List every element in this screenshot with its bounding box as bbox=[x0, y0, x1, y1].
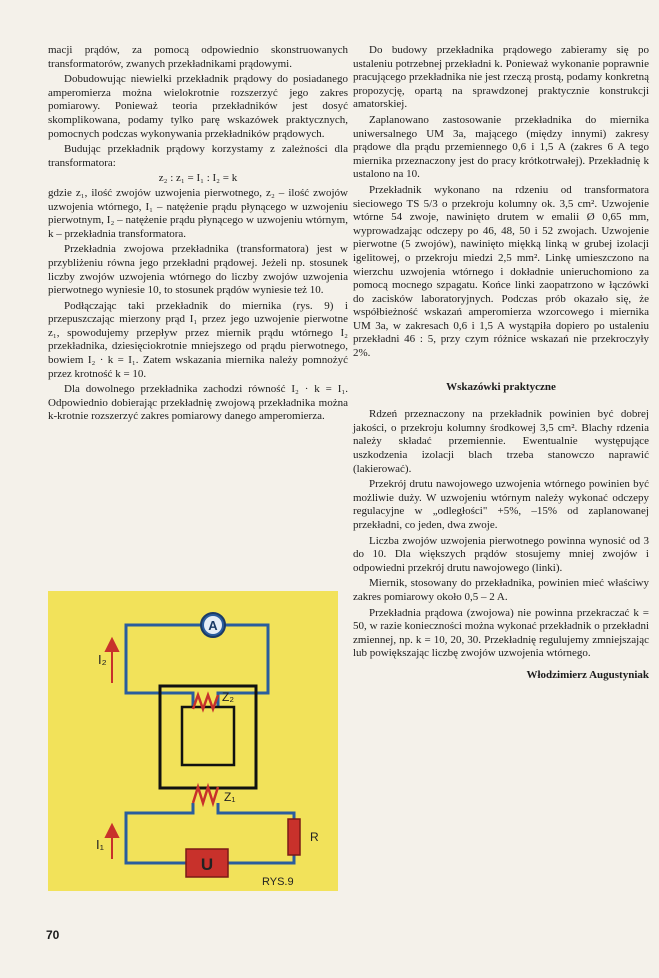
resistor-label: R bbox=[310, 830, 319, 844]
paragraph: Do budowy przekładnika prądowego zabieramy się po ustaleniu potrzebnej przekładni k. Ponieważ wykonanie poprawnie pracującego przekładnika nie jest rzeczą prostą, podamy konkretną propozycję, opartą na sprawdzonej praktycznie konstrukcji amatorskiej. bbox=[353, 44, 649, 111]
paragraph: macji prądów, za pomocą odpowiednio skonstruowanych transformatorów, zwanych przekładnikami prądowymi. bbox=[48, 44, 348, 70]
left-column bbox=[48, 44, 348, 426]
paragraph: Zaplanowano zastosowanie przekładnika do miernika uniwersalnego UM 3a, mającego (między innymi) zakresy prądowe dla prądu przemiennego 0,6 i 1,5 A (zakres 6 A tego miernika przeznaczony jest do pracy krótkotrwałej). Przekładnię k ustalono na 10. bbox=[353, 113, 649, 181]
page-number: 70 bbox=[46, 928, 60, 942]
z1-label: Z₁ bbox=[224, 790, 236, 804]
ammeter-label: A bbox=[208, 618, 218, 633]
paragraph: Budując przekładnik prądowy korzystamy z zależności dla transformatora: bbox=[48, 143, 348, 169]
paragraph: Przekładnia zwojowa przekładnika (transformatora) jest w przybliżeniu równa jego przekładni prądowej. Jeżeli np. stosunek liczby zwojów uzwojenia wtórnego do liczby zwojów uzwojenia pierwotnego wyniesie 10, to stosunek prądów wyniesie też 10. bbox=[48, 243, 348, 297]
author-signature: Włodzimierz Augustyniak bbox=[526, 668, 649, 681]
core-window bbox=[182, 707, 234, 765]
right-column bbox=[353, 44, 649, 683]
paragraph: Przekrój drutu nawojowego uzwojenia wtórnego powinien być możliwie duży. W uzwojeniu wtórnym należy wykonać odczepy regulacyjne w „odległości" +5%, –15% od zaplanowanej przekładni, co jeden, dwa zwoje. bbox=[353, 478, 649, 531]
paragraph: gdzie z₁, ilość zwojów uzwojenia pierwotnego, z₂ – ilość zwojów uzwojenia wtórnego, I₁ – natężenie prądu płynącego w uzwojeniu pierwotnym, I₂ – natężenie prądu płynącego w uzwojeniu wtórnym, k – przekładnia transformatora. bbox=[48, 186, 348, 240]
paragraph: Przekładnia prądowa (zwojowa) nie powinna przekraczać k = 50, w razie konieczności można wykonać przekładnik o przekładni zmiennej, np. k = 10, 20, 30. Przekładnię regulujemy zmniejszając lub powiększając liczbę zwojów uzwojenia wtórnego. bbox=[353, 606, 649, 660]
figure-caption: RYS.9 bbox=[262, 876, 294, 888]
resistor-icon bbox=[288, 819, 300, 855]
paragraph: Dobudowując niewielki przekładnik prądowy do posiadanego amperomierza można wielokrotnie rozszerzyć jego zakres pomiarowy. Ponieważ teoria przekładników jest dosyć skomplikowana, podamy tylko parę wskazówek praktycznych, pomocnych podczas wykonywania przekładników prądowych. bbox=[48, 73, 348, 140]
paragraph: Rdzeń przeznaczony na przekładnik powinien być dobrej jakości, o przekroju kolumny środkowej 3,5 cm². Blachy rdzenia należy składać przemiennie. Ewentualnie występujące uszkodzenia izolacji blach trzeba stanowczo naprawić (lakierować). bbox=[353, 408, 649, 475]
z2-label: Z₂ bbox=[222, 690, 234, 704]
figure-rys9 bbox=[48, 591, 338, 891]
voltage-source-label: U bbox=[200, 855, 214, 874]
arrow-up-icon bbox=[106, 639, 118, 651]
formula: z₂ : z₁ = I₁ : I₂ = k bbox=[158, 172, 238, 185]
i2-label: I₂ bbox=[98, 652, 107, 667]
i1-label: I₁ bbox=[96, 837, 104, 852]
paragraph: Przekładnik wykonano na rdzeniu od transformatora sieciowego TS 5/3 o przekroju kolumny ok. 3,5 cm². Uzwojenie wtórne 54 zwoje, nawinięto drutem w emalii Ø 0,65 mm, wyprowadzając odczepy po 46, 48, 50 i 52 zwojach. Uzwojenie pierwotne (5 zwojów), nawinięto miękką linką w grubej izolacji igelitowej, o przekroju miedzi 2,5 mm². Linkę umieszczono na wierzchu uzwojenia wtórnego i dokładnie unieruchomiono za pomocą mocnego szpagatu. Końce linki zaopatrzono w łączówki do zacisków laboratoryjnych. Podczas prób okazało się, że współbieżność wskazań amperomierza wzorcowego i miernika UM 3a, w zakresach 0,6 i 1,5 A wystąpiła dopiero po ustaleniu przekładni 46 : 5, przy czym różnice wskazań nie przekroczyły 2%. bbox=[353, 183, 649, 360]
section-heading: Wskazówki praktyczne bbox=[446, 380, 556, 393]
paragraph: Miernik, stosowany do przekładnika, powinien mieć właściwy zakres pomiarowy około 0,5 – 2 A. bbox=[353, 577, 649, 603]
paragraph: Dla dowolnego przekładnika zachodzi równość I₂ · k = I₁. Odpowiednio dobierając przekładnię zwojową przekładnika można k-krotnie rozszerzyć zakres pomiarowy danego amperomierza. bbox=[48, 383, 348, 423]
arrow-up-icon bbox=[106, 825, 118, 837]
circuit-diagram bbox=[48, 591, 338, 891]
current-arrows bbox=[106, 639, 118, 859]
paragraph: Podłączając taki przekładnik do miernika (rys. 9) i przepuszczając mierzony prąd I₁ przez jego uzwojenie pierwotne z₁, spowodujemy przepływ przez miernik prądu wtórnego I₂ przekładnika, dziesięciokrotnie mniejszego od prądu pierwotnego, bowiem I₂ · k = I₁. Zatem wskazania miernika należy pomnożyć przez krotność k = 10. bbox=[48, 299, 348, 380]
paragraph: Liczba zwojów uzwojenia pierwotnego powinna wynosić od 3 do 10. Dla większych prądów stosujemy mniej zwojów i odpowiedni przekrój drutu nawojowego (linki). bbox=[353, 534, 649, 574]
